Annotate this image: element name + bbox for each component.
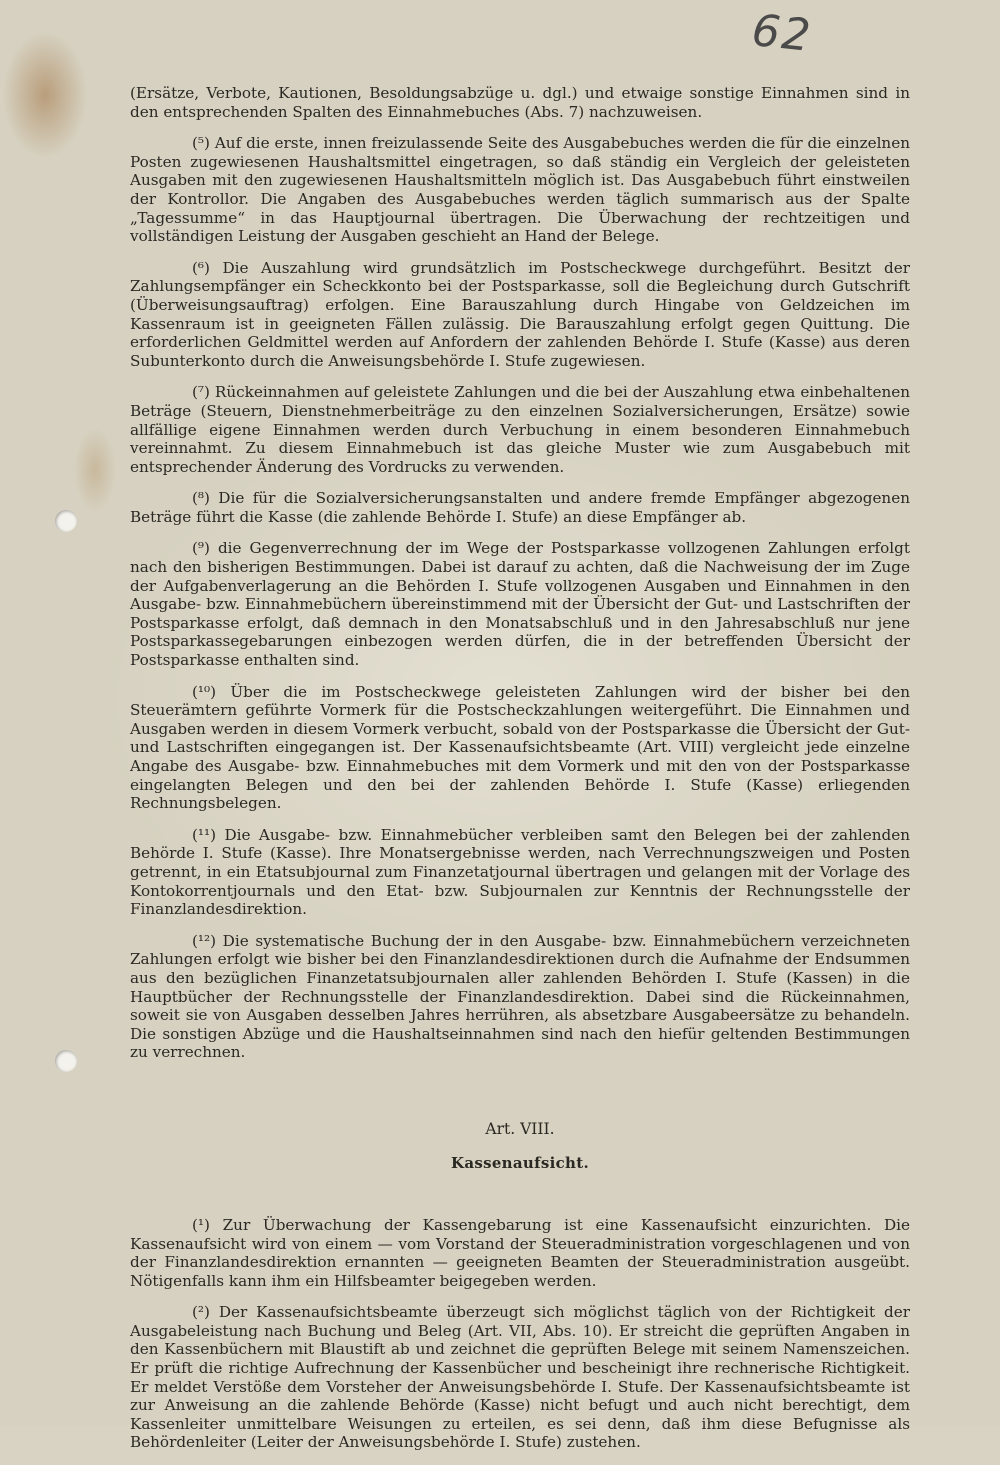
punch-hole: [55, 1050, 77, 1072]
handwritten-page-number: 62: [749, 5, 815, 62]
punch-hole: [55, 510, 77, 532]
paragraph-12: (¹²) Die systematische Buchung der in den Ausgabe- bzw. Einnahmebüchern verzeichneten Zahlungen erfolgt wie bisher bei den Finanzlandesdirektionen durch die Aufnahme der Endsummen aus den bezüglichen Finanzetatsubjournalen aller zahlenden Behörden I. Stufe (Kassen) in die Hauptbücher der Rechnungsstelle der Finanzlandesdirektion. Dabei sind die Rückeinnahmen, soweit sie von Ausgaben desselben Jahres herrühren, als absetzbare Ausgabeersätze zu behandeln. Die sonstigen Abzüge und die Haushaltseinnahmen sind nach den hiefür geltenden Bestimmungen zu verrechnen.: [130, 931, 910, 1062]
paragraph-8: (⁸) Die für die Sozialversicherungsanstalten und andere fremde Empfänger abgezogenen Beträge führt die Kasse (die zahlende Behörde I. Stufe) an diese Empfänger ab.: [130, 489, 910, 526]
article-8-paragraph-2: (²) Der Kassenaufsichtsbeamte überzeugt sich möglichst täglich von der Richtigkeit der Ausgabeleistung nach Buchung und Beleg (Art. VII, Abs. 10). Er streicht die geprüften Angaben in den Kassenbüchern mit Blaustift ab und zeichnet die geprüften Belege mit seinem Namenszeichen. Er prüft die richtige Aufrechnung der Kassenbücher und bescheinigt ihre rechnerische Richtigkeit. Er meldet Verstöße dem Vorsteher der Anweisungsbehörde I. Stufe. Der Kassenaufsichtsbeamte ist zur Anweisung an die zahlende Behörde (Kasse) nicht befugt und auch nicht berechtigt, dem Kassenleiter unmittelbare Weisungen zu erteilen, es sei denn, daß ihm diese Befugnisse als Behördenleiter (Leiter der Anweisungsbehörde I. Stufe) zustehen.: [130, 1303, 910, 1452]
paragraph-continuation: (Ersätze, Verbote, Kautionen, Besoldungsabzüge u. dgl.) und etwaige sonstige Einnahmen sind in den entsprechenden Spalten des Einnahmebuches (Abs. 7) nachzuweisen.: [130, 84, 910, 121]
article-8-paragraph-1: (¹) Zur Überwachung der Kassengebarung ist eine Kassenaufsicht einzurichten. Die Kassenaufsicht wird von einem — vom Vorstand der Steueradministration vorgeschlagenen und von der Finanzlandesdirektion ernannten — geeigneten Beamten der Steueradministration ausgeübt. Nötigenfalls kann ihm ein Hilfsbeamter beigegeben werden.: [130, 1215, 910, 1290]
paragraph-7: (⁷) Rückeinnahmen auf geleistete Zahlungen und die bei der Auszahlung etwa einbehaltenen Beträge (Steuern, Dienstnehmerbeiträge zu den einzelnen Sozialversicherungen, Ersätze) sowie allfällige eigene Einnahmen werden durch Verbuchung in einem besonderen Einnahmebuch vereinnahmt. Zu diesem Einnahmebuch ist das gleiche Muster wie zum Ausgabebuch mit entsprechender Änderung des Vordrucks zu verwenden.: [130, 383, 910, 476]
article-subtitle: Kassenaufsicht.: [450, 1153, 589, 1172]
paragraph-11: (¹¹) Die Ausgabe- bzw. Einnahmebücher verbleiben samt den Belegen bei der zahlenden Behörde I. Stufe (Kasse). Ihre Monatsergebnisse werden, nach Verrechnungszweigen und Posten getrennt, in ein Etatsubjournal zum Finanzetatjournal übertragen und gelangen mit der Vorlage des Kontokorrentjournals und den Etat- bzw. Subjournalen zur Kenntnis der Rechnungsstelle der Finanzlandesdirektion.: [130, 825, 910, 919]
document-body: [130, 84, 910, 1465]
article-title: Art. VIII.: [485, 1119, 555, 1138]
paragraph-5: (⁵) Auf die erste, innen freizulassende Seite des Ausgabebuches werden die für die einzelnen Posten zugewiesenen Haushaltsmittel eingetragen, so daß ständig ein Vergleich der geleisteten Ausgaben mit den zugewiesenen Haushaltsmitteln möglich ist. Das Ausgabebuch führt einstweilen der Kontrollor. Die Angaben des Ausgabebuches werden täglich summarisch aus der Spalte „Tagessumme“ in das Hauptjournal übertragen. Die Überwachung der rechtzeitigen und vollständigen Leistung der Ausgaben geschieht an Hand der Belege.: [130, 134, 910, 246]
paragraph-10: (¹⁰) Über die im Postscheckwege geleisteten Zahlungen wird der bisher bei den Steuerämtern geführte Vormerk für die Postscheckzahlungen weitergeführt. Die Einnahmen und Ausgaben werden in diesem Vormerk verbucht, sobald von der Postsparkasse die Übersicht der Gut- und Lastschriften eingegangen ist. Der Kassenaufsichtsbeamte (Art. VIII) vergleicht jede einzelne Angabe des Ausgabe- bzw. Einnahmebuches mit dem Vormerk und mit den von der Postsparkasse eingelangten Belegen und den bei der zahlenden Behörde I. Stufe (Kasse) erliegenden Rechnungsbelegen.: [130, 682, 910, 813]
paragraph-9: (⁹) die Gegenverrechnung der im Wege der Postsparkasse vollzogenen Zahlungen erfolgt nach den bisherigen Bestimmungen. Dabei ist darauf zu achten, daß die Nachweisung der im Zuge der Aufgabenverlagerung an die Behörden I. Stufe vollzogenen Ausgaben und Einnahmen in den Ausgabe- bzw. Einnahmebüchern übereinstimmend mit der Übersicht der Gut- und Lastschriften der Postsparkasse erfolgt, daß demnach in den Monatsabschluß und in den Jahresabschluß nur jene Postsparkassegebarungen einbezogen werden dürfen, die in der betreffenden Übersicht der Postsparkasse enthalten sind.: [130, 539, 910, 670]
paragraph-6: (⁶) Die Auszahlung wird grundsätzlich im Postscheckwege durchgeführt. Besitzt der Zahlungsempfänger ein Scheckkonto bei der Postsparkasse, soll die Begleichung durch Gutschrift (Überweisungsauftrag) erfolgen. Eine Barauszahlung durch Hingabe von Geldzeichen im Kassenraum ist in geeigneten Fällen zulässig. Die Barauszahlung erfolgt gegen Quittung. Die erforderlichen Geldmittel werden auf Anfordern der zahlenden Behörde I. Stufe (Kasse) aus deren Subunterkonto durch die Anweisungsbehörde I. Stufe zugewiesen.: [130, 258, 910, 370]
